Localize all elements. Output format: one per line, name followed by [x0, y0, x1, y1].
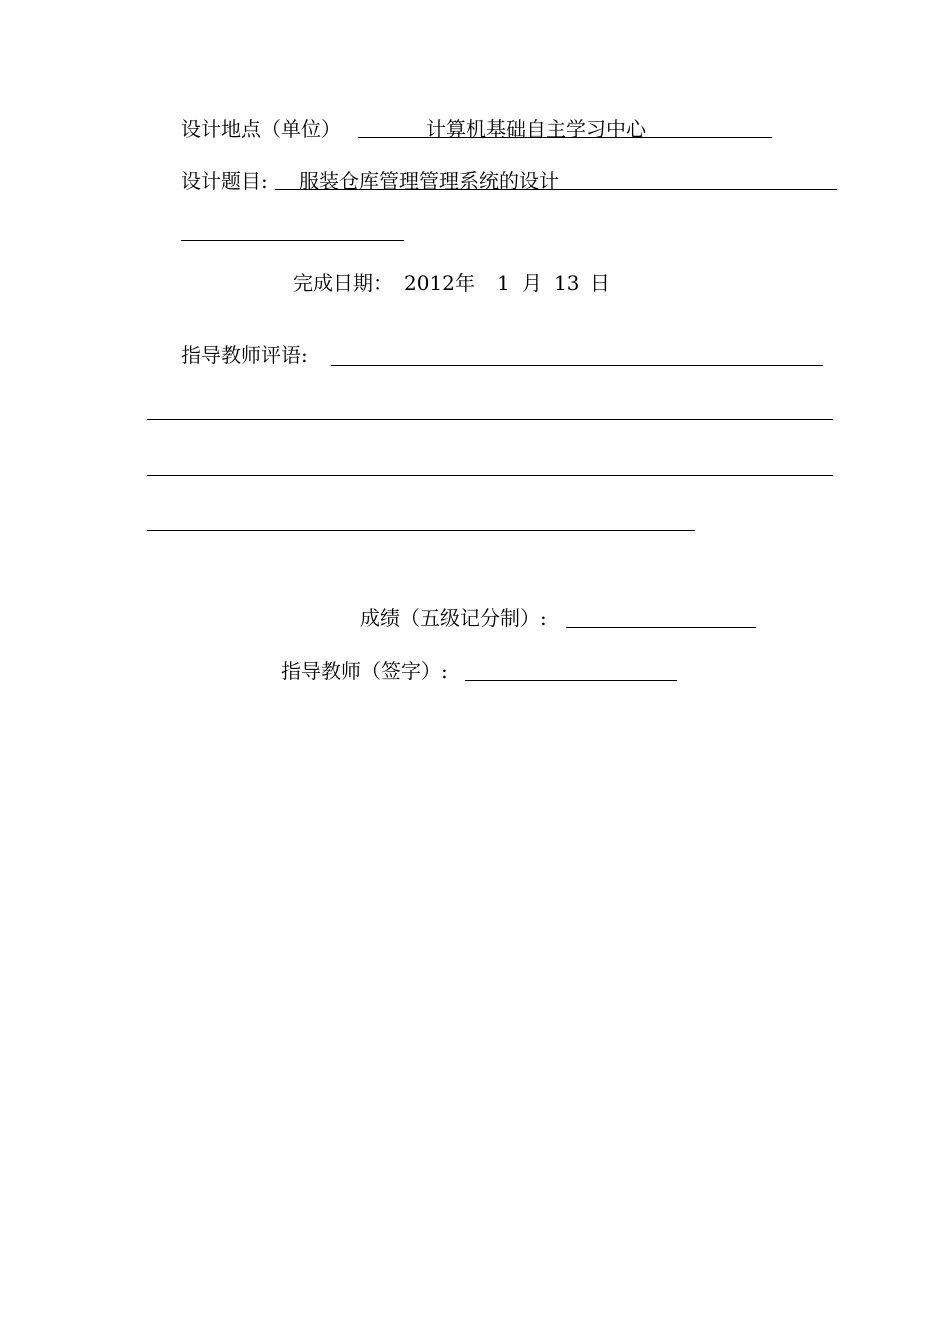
signature-underline — [465, 680, 677, 681]
completion-label: 完成日期： — [293, 271, 393, 295]
topic-value: 服装仓库管理管理系统的设计 — [299, 169, 559, 193]
completion-day: 13 — [554, 271, 580, 295]
comment-underline-1 — [331, 365, 823, 366]
location-label: 设计地点（单位） — [181, 117, 341, 141]
comment-line-2 — [147, 419, 833, 420]
topic-underline — [275, 189, 837, 190]
topic-label: 设计题目: — [181, 169, 268, 193]
topic-underline-continuation — [181, 240, 404, 241]
comment-line-4 — [147, 530, 695, 531]
month-unit: 月 — [522, 271, 542, 295]
comment-label: 指导教师评语: — [181, 343, 308, 367]
grade-label: 成绩（五级记分制）: — [360, 606, 547, 630]
signature-label: 指导教师（签字）: — [281, 659, 448, 683]
day-unit: 日 — [590, 271, 610, 295]
comment-line-3 — [147, 475, 833, 476]
completion-year: 2012 — [404, 271, 455, 295]
grade-underline — [566, 627, 756, 628]
year-unit: 年 — [455, 271, 475, 295]
location-value: 计算机基础自主学习中心 — [426, 117, 646, 141]
completion-month: 1 — [497, 271, 510, 295]
location-underline — [358, 137, 772, 138]
